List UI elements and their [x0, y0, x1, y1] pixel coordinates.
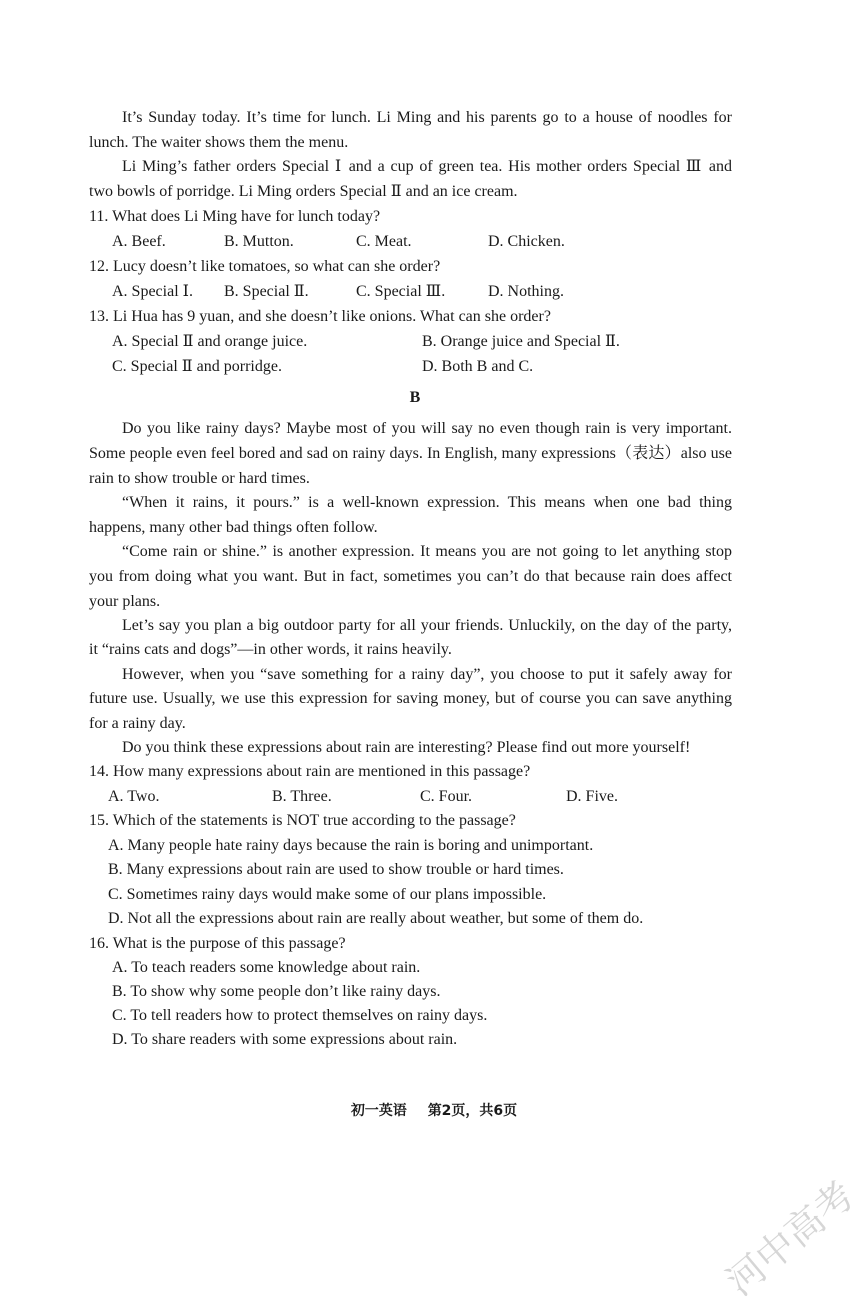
passage-b-line: for a rainy day. — [89, 715, 186, 732]
option: B. To show why some people don’t like rainy days. — [112, 983, 441, 1000]
option: C. To tell readers how to protect themselves on rainy days. — [112, 1007, 488, 1024]
question-stem: 11. What does Li Ming have for lunch today? — [89, 208, 381, 225]
option: B. Orange juice and Special Ⅱ. — [422, 333, 620, 350]
option: A. To teach readers some knowledge about rain. — [112, 959, 421, 976]
question-stem: 15. Which of the statements is NOT true according to the passage? — [89, 812, 516, 829]
passage-b-line: “When it rains, it pours.” is a well-known expression. This means when one bad thing — [122, 494, 732, 511]
option: A. Special Ⅰ. — [112, 283, 193, 300]
passage-b-line: Let’s say you plan a big outdoor party for all your friends. Unluckily, on the day of the party, — [122, 617, 732, 634]
option: D. Five. — [566, 788, 618, 805]
footer-page-number: 第2页，共6页 — [427, 1103, 518, 1119]
option: B. Three. — [272, 788, 332, 805]
option: B. Special Ⅱ. — [224, 283, 309, 300]
option: D. Both B and C. — [422, 358, 534, 375]
passage-b-line: you from doing what you want. But in fact, sometimes you can’t do that because rain does affect — [89, 568, 732, 585]
passage-b-line: happens, many other bad things often follow. — [89, 519, 378, 536]
passage-a-line: two bowls of porridge. Li Ming orders Special Ⅱ and an ice cream. — [89, 183, 518, 200]
watermark: 河中高考 — [717, 1172, 863, 1305]
passage-a-line: lunch. The waiter shows them the menu. — [89, 134, 349, 151]
option: D. To share readers with some expressions about rain. — [112, 1031, 458, 1048]
passage-b-line: Some people even feel bored and sad on rainy days. In English, many expressions（表达）also use — [89, 445, 732, 462]
option: A. Two. — [108, 788, 160, 805]
option: C. Special Ⅱ and porridge. — [112, 358, 282, 375]
option: C. Meat. — [356, 233, 412, 250]
passage-b-line: it “rains cats and dogs”—in other words, it rains heavily. — [89, 641, 452, 658]
option: C. Four. — [420, 788, 473, 805]
passage-b-line: your plans. — [89, 593, 161, 610]
section-heading: B — [409, 389, 421, 406]
passage-a-line: Li Ming’s father orders Special Ⅰ and a cup of green tea. His mother orders Special Ⅲ and — [122, 158, 732, 175]
passage-b-line: Do you like rainy days? Maybe most of you will say no even though rain is very important. — [122, 420, 732, 437]
option: A. Special Ⅱ and orange juice. — [112, 333, 308, 350]
passage-a-line: It’s Sunday today. It’s time for lunch. Li Ming and his parents go to a house of noodles for — [122, 109, 732, 126]
option: B. Many expressions about rain are used to show trouble or hard times. — [108, 861, 564, 878]
passage-b-line: However, when you “save something for a rainy day”, you choose to put it safely away for — [122, 666, 732, 683]
question-stem: 13. Li Hua has 9 yuan, and she doesn’t like onions. What can she order? — [89, 308, 551, 325]
question-stem: 16. What is the purpose of this passage? — [89, 935, 346, 952]
option: A. Many people hate rainy days because the rain is boring and unimportant. — [108, 837, 594, 854]
page-footer — [0, 1100, 868, 1120]
footer-subject: 初一英语 — [350, 1103, 407, 1119]
passage-b-line: Do you think these expressions about rain are interesting? Please find out more yourself! — [122, 739, 691, 756]
option: C. Sometimes rainy days would make some of our plans impossible. — [108, 886, 547, 903]
option: A. Beef. — [112, 233, 166, 250]
passage-b-line: future use. Usually, we use this expression for saving money, but of course you can save anything — [89, 690, 732, 707]
question-stem: 14. How many expressions about rain are mentioned in this passage? — [89, 763, 531, 780]
option: D. Chicken. — [488, 233, 565, 250]
question-stem: 12. Lucy doesn’t like tomatoes, so what can she order? — [89, 258, 441, 275]
option: B. Mutton. — [224, 233, 294, 250]
passage-b-line: rain to show trouble or hard times. — [89, 470, 310, 487]
option: C. Special Ⅲ. — [356, 283, 446, 300]
option: D. Nothing. — [488, 283, 564, 300]
option: D. Not all the expressions about rain are really about weather, but some of them do. — [108, 910, 644, 927]
passage-b-line: “Come rain or shine.” is another expression. It means you are not going to let anything stop — [122, 543, 732, 560]
